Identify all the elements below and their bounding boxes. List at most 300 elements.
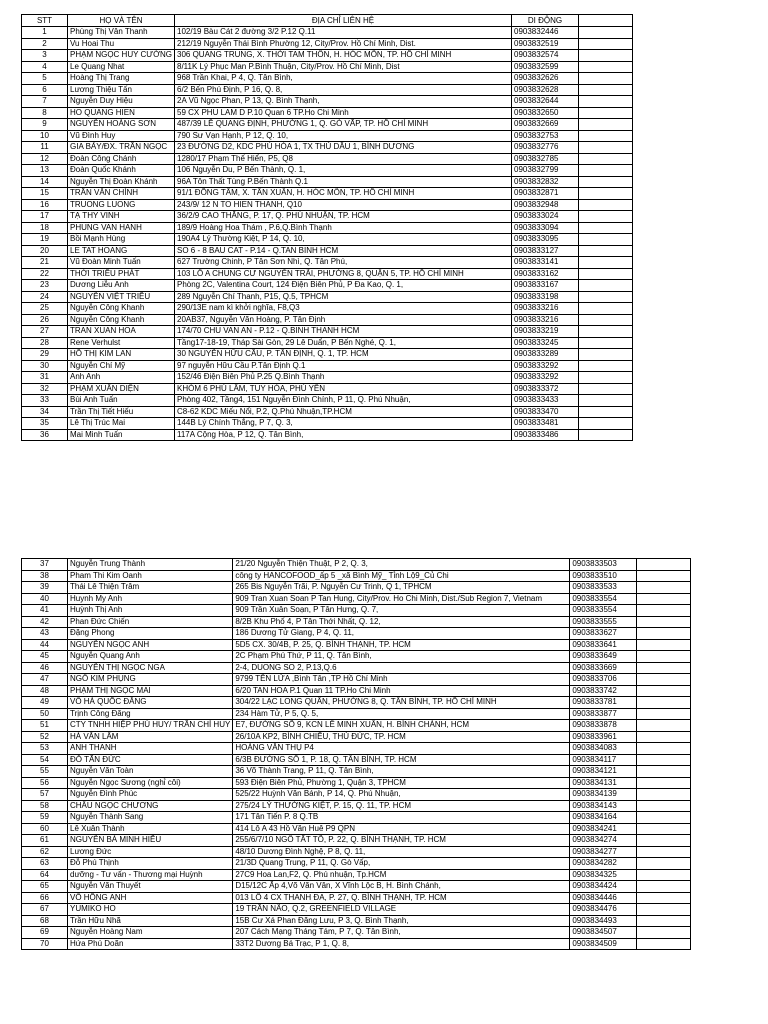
stt-cell: 38 (22, 570, 68, 582)
empty-cell (579, 96, 633, 108)
address-cell: 30 NGUYỄN HỮU CẦU, P. TÂN ĐỊNH, Q. 1, TP. HCM (175, 349, 512, 361)
empty-cell (637, 835, 691, 847)
empty-cell (637, 915, 691, 927)
table-row (22, 165, 633, 177)
name-cell: Nguyễn Thị Đoàn Khánh (68, 176, 175, 188)
empty-cell (637, 616, 691, 628)
stt-cell: 43 (22, 628, 68, 640)
name-cell: YUMIKO HO (68, 904, 233, 916)
address-cell: 013 LÔ 4 CX THANH ĐA, P. 27, Q. BÌNH THẠNH, TP. HCM (233, 892, 570, 904)
phone-cell: 0903832519 (512, 38, 579, 50)
stt-cell: 62 (22, 846, 68, 858)
name-cell: Đặng Phong (68, 628, 233, 640)
name-cell: Bùi Anh Tuấn (68, 395, 175, 407)
empty-cell (579, 245, 633, 257)
table-body-top (22, 27, 633, 441)
empty-cell (637, 731, 691, 743)
header-empty (579, 15, 633, 27)
address-cell: 20AB37, Nguyễn Văn Hoàng, P. Tân Định (175, 314, 512, 326)
phone-cell: 0903834117 (570, 754, 637, 766)
empty-cell (579, 50, 633, 62)
name-cell: VÕ HÀ QUỐC ĐĂNG (68, 697, 233, 709)
empty-cell (637, 651, 691, 663)
stt-cell: 19 (22, 234, 68, 246)
empty-cell (637, 869, 691, 881)
empty-cell (579, 222, 633, 234)
table-row (22, 142, 633, 154)
table-row (22, 697, 691, 709)
empty-cell (579, 326, 633, 338)
stt-cell: 15 (22, 188, 68, 200)
empty-cell (579, 406, 633, 418)
name-cell: Huynh My Anh (68, 593, 233, 605)
phone-cell: 0903833877 (570, 708, 637, 720)
name-cell: Lương Thiệu Tấn (68, 84, 175, 96)
stt-cell: 37 (22, 559, 68, 571)
phone-cell: 0903834282 (570, 858, 637, 870)
stt-cell: 3 (22, 50, 68, 62)
phone-cell: 0903833292 (512, 372, 579, 384)
address-cell: 59 CX PHU LAM D P.10 Quan 6 TP.Ho Chi Minh (175, 107, 512, 119)
name-cell: LE TAT HOANG (68, 245, 175, 257)
stt-cell: 65 (22, 881, 68, 893)
table-row (22, 245, 633, 257)
name-cell: GIA BẢY/ĐX. TRẦN NGỌC (68, 142, 175, 154)
stt-cell: 42 (22, 616, 68, 628)
table-row (22, 337, 633, 349)
empty-cell (579, 429, 633, 441)
table-row (22, 662, 691, 674)
empty-cell (579, 211, 633, 223)
table-row (22, 858, 691, 870)
stt-cell: 52 (22, 731, 68, 743)
table-row (22, 326, 633, 338)
stt-cell: 63 (22, 858, 68, 870)
header-row (22, 15, 633, 27)
name-cell: ĐỖ TẤN ĐỨC (68, 754, 233, 766)
phone-cell: 0903832446 (512, 27, 579, 39)
name-cell: Phan Đức Chiến (68, 616, 233, 628)
stt-cell: 51 (22, 720, 68, 732)
address-cell: 234 Hàm Tử, P 5, Q. 5, (233, 708, 570, 720)
stt-cell: 16 (22, 199, 68, 211)
phone-cell: 0903833216 (512, 314, 579, 326)
table-row (22, 27, 633, 39)
empty-cell (637, 858, 691, 870)
empty-cell (637, 593, 691, 605)
table-row (22, 582, 691, 594)
table-row (22, 257, 633, 269)
address-cell: 2C Phạm Phú Thứ, P 11, Q. Tân Bình, (233, 651, 570, 663)
empty-cell (579, 395, 633, 407)
phone-cell: 0903833141 (512, 257, 579, 269)
stt-cell: 20 (22, 245, 68, 257)
stt-cell: 48 (22, 685, 68, 697)
empty-cell (579, 349, 633, 361)
stt-cell: 28 (22, 337, 68, 349)
phone-cell: 0903833219 (512, 326, 579, 338)
address-cell: 306 QUANG TRUNG, X. THỚI TAM THÔN, H. HÓC MÔN, TP. HỒ CHÍ MINH (175, 50, 512, 62)
name-cell: dưỡng - Tư vấn - Thương mại Huỳnh (68, 869, 233, 881)
stt-cell: 18 (22, 222, 68, 234)
address-cell: 593 Điện Biên Phủ, Phường 1, Quận 3, TPHCM (233, 777, 570, 789)
stt-cell: 34 (22, 406, 68, 418)
phone-cell: 0903832785 (512, 153, 579, 165)
name-cell: Trần Thị Tiết Hiếu (68, 406, 175, 418)
name-cell: Nguyễn Văn Thuyết (68, 881, 233, 893)
empty-cell (579, 314, 633, 326)
address-cell: 102/19 Bàu Cát 2 đường 3/2 P.12 Q.11 (175, 27, 512, 39)
address-cell: 27C9 Hoa Lan,F2, Q. Phú nhuận, Tp.HCM (233, 869, 570, 881)
table-row (22, 789, 691, 801)
empty-cell (579, 130, 633, 142)
phone-cell: 0903834143 (570, 800, 637, 812)
empty-cell (637, 789, 691, 801)
phone-cell: 0903833470 (512, 406, 579, 418)
table-row (22, 234, 633, 246)
table-row (22, 835, 691, 847)
table-row (22, 372, 633, 384)
table-row (22, 616, 691, 628)
table-row (22, 708, 691, 720)
address-cell: 968 Trần Khai, P 4, Q. Tân Bình, (175, 73, 512, 85)
phone-cell: 0903833127 (512, 245, 579, 257)
empty-cell (579, 176, 633, 188)
name-cell: Hoàng Thị Trang (68, 73, 175, 85)
table-row (22, 731, 691, 743)
table-body-bottom (22, 559, 691, 950)
address-cell: 33T2 Dương Bá Trạc, P 1, Q. 8, (233, 938, 570, 950)
address-cell: 6/3B ĐƯỜNG SỐ 1, P. 18, Q. TÂN BÌNH, TP. HCM (233, 754, 570, 766)
address-cell: 171 Tân Tiến P. 8 Q.TB (233, 812, 570, 824)
table-row (22, 96, 633, 108)
phone-cell: 0903833878 (570, 720, 637, 732)
empty-cell (579, 119, 633, 131)
phone-cell: 0903832948 (512, 199, 579, 211)
name-cell: TẠ THY VINH (68, 211, 175, 223)
address-cell: HOÀNG VĂN THỤ P4 (233, 743, 570, 755)
empty-cell (637, 812, 691, 824)
table-row (22, 605, 691, 617)
name-cell: CHÂU NGỌC CHƯƠNG (68, 800, 233, 812)
empty-cell (637, 570, 691, 582)
address-cell: Phòng 402, Tầng4, 151 Nguyễn Đình Chính, P 11, Q. Phú Nhuận, (175, 395, 512, 407)
address-cell: 909 Tran Xuan Soan P Tan Hung, City/Prov. Ho Chi Minh, Dist./Sub Region 7, Vietnam (233, 593, 570, 605)
phone-cell: 0903833669 (570, 662, 637, 674)
address-cell: 117A Cộng Hòa, P 12, Q. Tân Bình, (175, 429, 512, 441)
name-cell: NGUYỄN VIỆT TRIỀU (68, 291, 175, 303)
empty-cell (637, 720, 691, 732)
stt-cell: 66 (22, 892, 68, 904)
stt-cell: 57 (22, 789, 68, 801)
address-cell: 36 Võ Thành Trang, P 11, Q. Tân Bình, (233, 766, 570, 778)
address-cell: D15/12C Ấp 4,Võ Văn Vân, X Vĩnh Lộc B, H. Bình Chánh, (233, 881, 570, 893)
empty-cell (637, 605, 691, 617)
table-row (22, 38, 633, 50)
stt-cell: 29 (22, 349, 68, 361)
table-row (22, 938, 691, 950)
empty-cell (637, 800, 691, 812)
stt-cell: 24 (22, 291, 68, 303)
address-cell: 290/13E nam kì khởi nghĩa, F8,Q3 (175, 303, 512, 315)
empty-cell (579, 257, 633, 269)
phone-cell: 0903833742 (570, 685, 637, 697)
table-row (22, 153, 633, 165)
phone-cell: 0903833289 (512, 349, 579, 361)
name-cell: CTY TNHH HIỆP PHÚ HUY/ TRẦN CHÍ HUY (68, 720, 233, 732)
empty-cell (637, 754, 691, 766)
phone-cell: 0903834274 (570, 835, 637, 847)
phone-cell: 0903833433 (512, 395, 579, 407)
table-row (22, 812, 691, 824)
table-row (22, 291, 633, 303)
empty-cell (637, 628, 691, 640)
table-row (22, 73, 633, 85)
phone-cell: 0903832799 (512, 165, 579, 177)
table-row (22, 869, 691, 881)
phone-cell: 0903833641 (570, 639, 637, 651)
name-cell: Nguyễn Đình Phúc (68, 789, 233, 801)
empty-cell (637, 708, 691, 720)
table-row (22, 303, 633, 315)
name-cell: HỒ THỊ KIM LAN (68, 349, 175, 361)
empty-cell (637, 892, 691, 904)
empty-cell (579, 107, 633, 119)
phone-cell: 0903832644 (512, 96, 579, 108)
name-cell: PHẠM NGỌC HUY CƯỜNG (68, 50, 175, 62)
name-cell: Nguyễn Thành Sang (68, 812, 233, 824)
table-row (22, 754, 691, 766)
phone-cell: 0903833627 (570, 628, 637, 640)
table-row (22, 61, 633, 73)
stt-cell: 39 (22, 582, 68, 594)
stt-cell: 67 (22, 904, 68, 916)
name-cell: TRAN XUAN HOA (68, 326, 175, 338)
name-cell: Nguyễn Ngọc Sương (nghỉ côi) (68, 777, 233, 789)
name-cell: NGUYỄN BÁ MINH HIẾU (68, 835, 233, 847)
empty-cell (579, 360, 633, 372)
name-cell: Dương Liễu Anh (68, 280, 175, 292)
stt-cell: 36 (22, 429, 68, 441)
name-cell: Lê Thị Trúc Mai (68, 418, 175, 430)
address-cell: 9799 TÊN LỬA ,Bình Tân ,TP Hồ Chí Minh (233, 674, 570, 686)
stt-cell: 33 (22, 395, 68, 407)
table-row (22, 881, 691, 893)
phone-cell: 0903834121 (570, 766, 637, 778)
address-cell: 8/11K Lý Phục Man P.Bình Thuận, City/Prov. Hồ Chí Minh, Dist (175, 61, 512, 73)
table-row (22, 199, 633, 211)
address-cell: 15B Cư Xá Phan Đăng Lưu, P 3, Q. Bình Thạnh, (233, 915, 570, 927)
address-cell: 790 Sư Vạn Hạnh, P 12, Q. 10, (175, 130, 512, 142)
phone-cell: 0903834325 (570, 869, 637, 881)
table-row (22, 927, 691, 939)
address-cell: 21/20 Nguyễn Thiện Thuật, P 2, Q. 3, (233, 559, 570, 571)
empty-cell (579, 73, 633, 85)
table-row (22, 280, 633, 292)
table-row (22, 904, 691, 916)
stt-cell: 60 (22, 823, 68, 835)
stt-cell: 17 (22, 211, 68, 223)
address-cell: 265 Bis Nguyễn Trãi, P. Nguyễn Cư Trinh, Q 1, TPHCM (233, 582, 570, 594)
address-cell: 91/1 ĐỒNG TÂM, X. TÂN XUÂN, H. HÓC MÔN, TP. HỒ CHÍ MINH (175, 188, 512, 200)
stt-cell: 25 (22, 303, 68, 315)
table-row (22, 892, 691, 904)
contact-table-top (21, 14, 633, 441)
name-cell: Vũ Đình Huy (68, 130, 175, 142)
address-cell: 275/24 LÝ THƯỜNG KIỆT, P. 15, Q. 11, TP. HCM (233, 800, 570, 812)
phone-cell: 0903834424 (570, 881, 637, 893)
phone-cell: 0903834083 (570, 743, 637, 755)
name-cell: Nguyễn Duy Hiệu (68, 96, 175, 108)
address-cell: Phòng 2C, Valentina Court, 124 Điện Biên Phủ, P Đa Kao, Q. 1, (175, 280, 512, 292)
contact-table-bottom (21, 558, 691, 950)
empty-cell (637, 846, 691, 858)
phone-cell: 0903833503 (570, 559, 637, 571)
stt-cell: 44 (22, 639, 68, 651)
table-row (22, 395, 633, 407)
address-cell: 103 LÔ A CHUNG CƯ NGUYỄN TRÃI, PHƯỜNG 8, QUẬN 5, TP. HỒ CHÍ MINH (175, 268, 512, 280)
table-row (22, 639, 691, 651)
table-row (22, 130, 633, 142)
table-row (22, 915, 691, 927)
name-cell: PHUNG VAN HANH (68, 222, 175, 234)
empty-cell (579, 418, 633, 430)
name-cell: Đoàn Công Chánh (68, 153, 175, 165)
address-cell: 36/2/9 CAO THẮNG, P. 17, Q. PHÚ NHUẬN, TP. HCM (175, 211, 512, 223)
table-row (22, 84, 633, 96)
phone-cell: 0903833095 (512, 234, 579, 246)
table-row (22, 846, 691, 858)
address-cell: 152/46 Điện Biên Phủ P.25 Q.Bình Thạnh (175, 372, 512, 384)
address-cell: 186 Dương Tử Giang, P 4, Q. 11, (233, 628, 570, 640)
name-cell: Nguyễn Hoàng Nam (68, 927, 233, 939)
address-cell: 243/9/ 12 N TO HIEN THANH, Q10 (175, 199, 512, 211)
name-cell: Anh Anh (68, 372, 175, 384)
stt-cell: 13 (22, 165, 68, 177)
stt-cell: 5 (22, 73, 68, 85)
phone-cell: 0903832753 (512, 130, 579, 142)
name-cell: Nguyễn Công Khanh (68, 314, 175, 326)
phone-cell: 0903834509 (570, 938, 637, 950)
table-row (22, 720, 691, 732)
empty-cell (637, 927, 691, 939)
phone-cell: 0903834446 (570, 892, 637, 904)
empty-cell (579, 303, 633, 315)
header-name: HỌ VÀ TÊN (68, 15, 175, 27)
stt-cell: 10 (22, 130, 68, 142)
address-cell: 19 TRẦN NÃO, Q.2, GREENFIELD VILLAGE (233, 904, 570, 916)
stt-cell: 2 (22, 38, 68, 50)
table-row (22, 268, 633, 280)
address-cell: 144B Lý Chính Thắng, P 7, Q. 3, (175, 418, 512, 430)
empty-cell (579, 142, 633, 154)
table-row (22, 119, 633, 131)
empty-cell (637, 823, 691, 835)
stt-cell: 54 (22, 754, 68, 766)
phone-cell: 0903833961 (570, 731, 637, 743)
stt-cell: 41 (22, 605, 68, 617)
empty-cell (637, 639, 691, 651)
name-cell: Pham Thi Kim Oanh (68, 570, 233, 582)
empty-cell (579, 372, 633, 384)
stt-cell: 46 (22, 662, 68, 674)
name-cell: TRUONG LUONG (68, 199, 175, 211)
phone-cell: 0903832628 (512, 84, 579, 96)
phone-cell: 0903833167 (512, 280, 579, 292)
name-cell: Đoàn Quốc Khánh (68, 165, 175, 177)
empty-cell (637, 685, 691, 697)
address-cell: Tầng17-18-19, Tháp Sài Gòn, 29 Lê Duẩn, P Bến Nghé, Q. 1, (175, 337, 512, 349)
address-cell: 304/22 LẠC LONG QUÂN, PHƯỜNG 8, Q. TÂN BÌNH, TP. HỒ CHÍ MINH (233, 697, 570, 709)
stt-cell: 45 (22, 651, 68, 663)
address-cell: 21/3D Quang Trung, P 11, Q. Gò Vấp, (233, 858, 570, 870)
stt-cell: 1 (22, 27, 68, 39)
stt-cell: 68 (22, 915, 68, 927)
table-row (22, 593, 691, 605)
phone-cell: 0903833245 (512, 337, 579, 349)
name-cell: PHẠM THỊ NGỌC MAI (68, 685, 233, 697)
table-row (22, 777, 691, 789)
name-cell: Đỗ Phú Thịnh (68, 858, 233, 870)
name-cell: Mai Minh Tuấn (68, 429, 175, 441)
address-cell: C8-62 KDC Miếu Nổi, P.2, Q.Phú Nhuận,TP.HCM (175, 406, 512, 418)
stt-cell: 23 (22, 280, 68, 292)
phone-cell: 0903834277 (570, 846, 637, 858)
name-cell: HO QUANG HIEN (68, 107, 175, 119)
name-cell: Rene Verhulst (68, 337, 175, 349)
empty-cell (579, 199, 633, 211)
phone-cell: 0903832871 (512, 188, 579, 200)
address-cell: 255/6/7/10 NGÔ TẤT TỐ, P. 22, Q. BÌNH THẠNH, TP. HCM (233, 835, 570, 847)
phone-cell: 0903833198 (512, 291, 579, 303)
header-address: ĐỊA CHỈ LIÊN HỆ (175, 15, 512, 27)
stt-cell: 64 (22, 869, 68, 881)
empty-cell (579, 383, 633, 395)
name-cell: Le Quang Nhat (68, 61, 175, 73)
phone-cell: 0903832650 (512, 107, 579, 119)
phone-cell: 0903833649 (570, 651, 637, 663)
empty-cell (579, 188, 633, 200)
address-cell: 909 Trần Xuân Soạn, P Tân Hưng, Q. 7, (233, 605, 570, 617)
stt-cell: 70 (22, 938, 68, 950)
name-cell: Hứa Phú Doãn (68, 938, 233, 950)
address-cell: 26/10A KP2, BÌNH CHIỂU, THỦ ĐỨC, TP. HCM (233, 731, 570, 743)
table-row (22, 176, 633, 188)
phone-cell: 0903833486 (512, 429, 579, 441)
empty-cell (637, 766, 691, 778)
table-row (22, 651, 691, 663)
name-cell: NGUYỄN THỊ NGỌC NGA (68, 662, 233, 674)
address-cell: 414 Lô A 43 Hồ Văn Huê P9 QPN (233, 823, 570, 835)
stt-cell: 7 (22, 96, 68, 108)
empty-cell (579, 291, 633, 303)
address-cell: 48/10 Dương Đình Nghệ, P 8, Q. 11, (233, 846, 570, 858)
address-cell: KHÓM 6 PHÚ LÂM, TUY HÒA, PHÚ YÊN (175, 383, 512, 395)
stt-cell: 40 (22, 593, 68, 605)
empty-cell (637, 582, 691, 594)
empty-cell (579, 27, 633, 39)
name-cell: NGUYỄN NGỌC ANH (68, 639, 233, 651)
phone-cell: 0903833510 (570, 570, 637, 582)
name-cell: Huỳnh Thị Anh (68, 605, 233, 617)
table-row (22, 570, 691, 582)
table-row (22, 823, 691, 835)
stt-cell: 21 (22, 257, 68, 269)
name-cell: ANH THANH (68, 743, 233, 755)
phone-cell: 0903833554 (570, 593, 637, 605)
stt-cell: 12 (22, 153, 68, 165)
table-row (22, 314, 633, 326)
